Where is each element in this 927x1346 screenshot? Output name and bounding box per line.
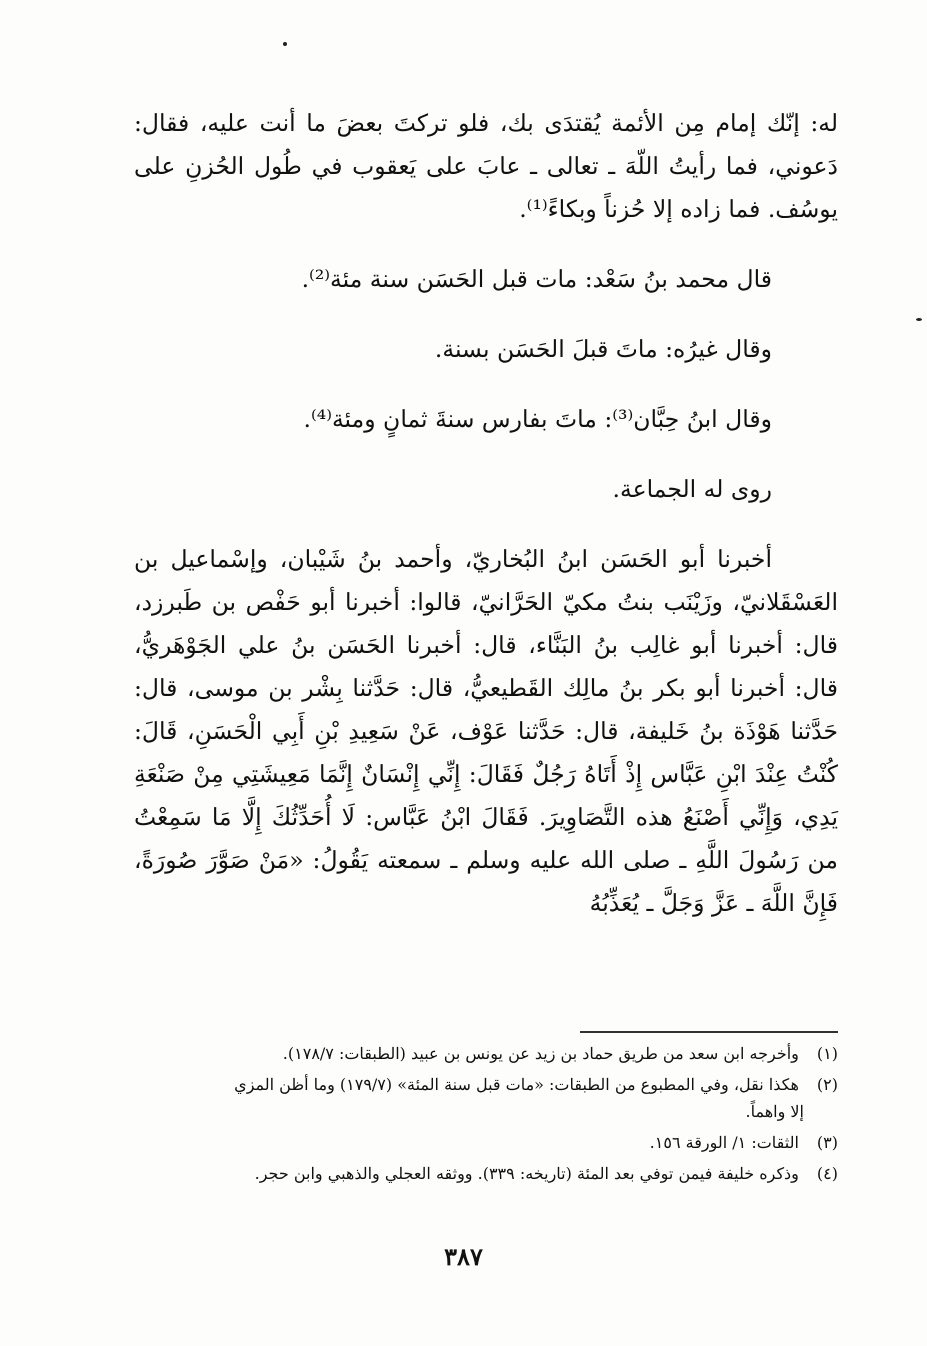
footnote-number: (٢): [816, 1075, 838, 1094]
line-ibn-hibban: وقال ابنُ حِبَّان⁽³⁾: ماتَ بفارس سنةَ ثمانٍ ومئة⁽⁴⁾.: [303, 405, 772, 433]
speck-mark: [283, 42, 287, 46]
main-text: [134, 102, 838, 925]
line-others: وقال غيرُه: ماتَ قبلَ الحَسَن بسنة.: [434, 335, 772, 363]
speck-mark: [916, 318, 922, 321]
page-number: ٣٨٧: [444, 1242, 483, 1271]
footnote-number: (١): [816, 1044, 838, 1063]
paragraph-isnad: أخبرنا أبو الحَسَن ابنُ البُخاريّ، وأحمد بنُ شَيْبان، وإسْماعيل بن العَسْقَلانيّ، وزَيْنَب بنتُ مكيّ الحَرَّانيّ، قالوا: أخبرنا أبو حَفْص بن طَبرزد، قال: أخبرنا أبو غالِب بنُ البَنَّاء، قال: أخبرنا الحَسَن بنُ علي الجَوْهَريُّ، قال: أخبرنا أبو بكر بنُ مالِك القَطيعيُّ، قال: حَدَّثنا بِشْر بن موسى، قال: حَدَّثنا هَوْذَة بنُ خَليفة، قال: حَدَّثنا عَوْف، عَنْ سَعِيدِ بْنِ أَبِي الْحَسَنِ، قَالَ: كُنْتُ عِنْدَ ابْنِ عَبَّاس إِذْ أَتَاهُ رَجُلٌ فَقَالَ: إِنِّي إِنْسَانٌ إِنَّمَا مَعِيشَتِي مِنْ صَنْعَةِ يَدِي، وَإِنِّي أَصْنَعُ هذه التَّصَاوِيرَ. فَقَالَ ابْنُ عَبَّاس: لَا أُحَدِّثُكَ إِلَّا مَا سَمِعْتُ من رَسُولَ اللَّهِ ـ صلى الله عليه وسلم ـ سمعته يَقُولُ: «مَنْ صَوَّرَ صُورَةً، فَإِنَّ اللَّهَ ـ عَزَّ وَجَلَّ ـ يُعَذِّبُهُ: [134, 545, 838, 917]
footnote-continuation: إلا واهماً.: [745, 1102, 804, 1121]
line-ibn-saad: قال محمد بنُ سَعْد: مات قبل الحَسَن سنة مئة⁽²⁾.: [301, 265, 772, 293]
footnote-number: (٣): [816, 1133, 838, 1152]
footnote-text: هكذا نقل، وفي المطبوع من الطبقات: «مات قبل سنة المئة» (١٧٩/٧) وما أظن المزي: [234, 1075, 799, 1094]
footnote-text: وذكره خليفة فيمن توفي بعد المئة (تاريخه: ٣٣٩). ووثقه العجلي والذهبي وابن حجر.: [254, 1164, 799, 1183]
footnote-2: [134, 1071, 838, 1125]
footnotes: [134, 1040, 838, 1191]
footnote-text: الثقات: ١/ الورقة ١٥٦.: [649, 1133, 799, 1152]
footnote-text: وأخرجه ابن سعد من طريق حماد بن زيد عن يونس بن عبيد (الطبقات: ١٧٨/٧).: [282, 1044, 799, 1063]
footnote-number: (٤): [816, 1164, 838, 1183]
footnote-4: [134, 1160, 838, 1187]
line-jamaa: روى له الجماعة.: [612, 475, 772, 503]
footnote-1: [134, 1040, 838, 1067]
footnote-3: [134, 1129, 838, 1156]
footnote-divider: [580, 1031, 838, 1033]
paragraph-1: له: إنّك إمام مِن الأئمة يُقتدَى بك، فلو تركتَ بعضَ ما أنت عليه، فقال: دَعوني، فما رأيتُ اللّهَ ـ تعالى ـ عابَ على يَعقوب في طُول الحُزنِ على يوسُف. فما زاده إلا حُزناً وبكاءً⁽¹⁾.: [134, 109, 838, 223]
